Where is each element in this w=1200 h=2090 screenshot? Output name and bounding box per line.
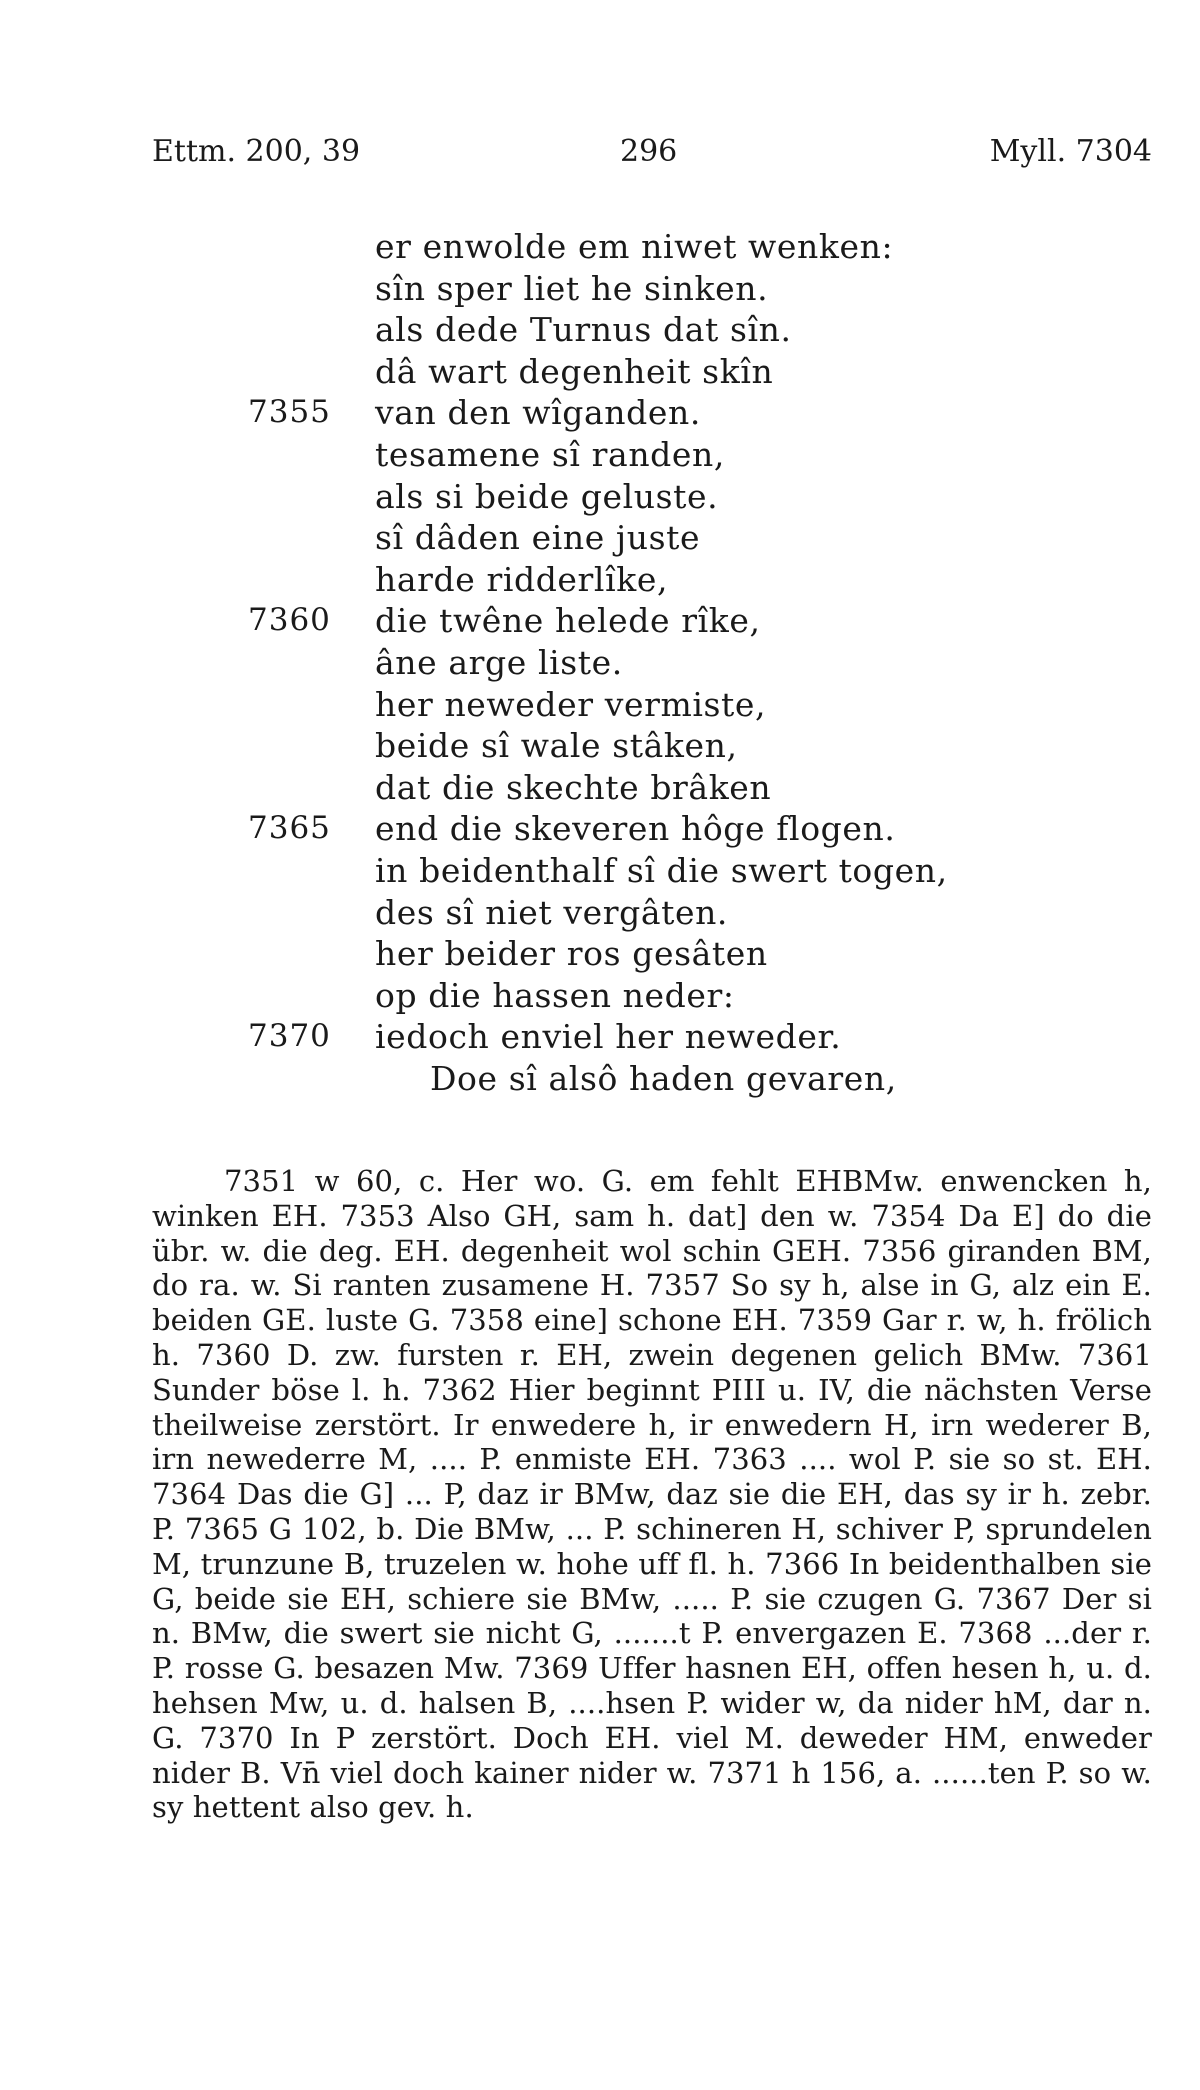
verse-line <box>0 559 1200 601</box>
verse-line-text: als dede Turnus dat sîn. <box>375 310 792 350</box>
verse-text <box>0 226 1200 1099</box>
verse-line-text: in beidenthalf sî die swert togen, <box>375 850 948 890</box>
verse-line <box>0 808 1200 850</box>
verse-line <box>0 975 1200 1017</box>
verse-line-number: 7360 <box>248 602 331 639</box>
verse-line-text: Doe sî alsô haden gevaren, <box>430 1058 897 1098</box>
verse-line <box>0 434 1200 476</box>
verse-line-text: des sî niet vergâten. <box>375 892 729 932</box>
verse-line <box>0 892 1200 934</box>
critical-apparatus <box>152 1164 1152 1825</box>
verse-line <box>0 850 1200 892</box>
verse-line <box>0 476 1200 518</box>
verse-line <box>0 725 1200 767</box>
verse-line-text: end die skeveren hôge flogen. <box>375 809 896 849</box>
verse-line-text: her neweder vermiste, <box>375 684 767 724</box>
header-edition-reference: Myll. 7304 <box>989 134 1152 169</box>
apparatus-notes: 7351 w 60, c. Her wo. G. em fehlt EHBMw. enwencken h, winken EH. 7353 Also GH, sam h. dat] den w. 7354 Da E] do die übr. w. die deg. EH. degenheit wol schin GEH. 7356 giranden BM, do ra. w. Si ranten zusamene H. 7357 So sy h, alse in G, alz ein E. beiden GE. luste G. 7358 eine] schone EH. 7359 Gar r. w, h. frölich h. 7360 D. zw. fursten r. EH, zwein degenen gelich BMw. 7361 Sunder böse l. h. 7362 Hier beginnt PIII u. IV, die nächsten Verse theilweise zerstört. Ir enwedere h, ir enwedern H, irn wederer B, irn newederre M, .... P. enmiste EH. 7363 .... wol P. sie so st. EH. 7364 Das die G] ... P, daz ir BMw, daz sie die EH, das sy ir h. zebr. P. 7365 G 102, b. Die BMw, ... P. schineren H, schiver P, sprundelen M, trunzune B, truzelen w. hohe uff fl. h. 7366 In beidenthalben sie G, beide sie EH, schiere sie BMw, ..... P. sie czugen G. 7367 Der si n. BMw, die swert sie nicht G, .......t P. envergazen E. 7368 ...der r. P. rosse G. besazen Mw. 7369 Uffer hasnen EH, offen hesen h, u. d. hehsen Mw, u. d. halsen B, ....hsen P. wider w, da nider hM, dar n. G. 7370 In P zerstört. Doch EH. viel M. deweder HM, enweder nider B. Vn̄ viel doch kainer nider w. 7371 h 156, a. ......ten P. so w. sy hettent also gev. h. <box>152 1164 1152 1825</box>
verse-line-text: beide sî wale stâken, <box>375 726 738 766</box>
verse-line <box>0 392 1200 434</box>
verse-line-text: âne arge liste. <box>375 642 623 682</box>
verse-line-text: her beider ros gesâten <box>375 934 768 974</box>
verse-line-text: iedoch enviel her neweder. <box>375 1017 842 1057</box>
verse-line <box>0 600 1200 642</box>
verse-line-text: dat die skechte brâken <box>375 767 772 807</box>
verse-line-text: er enwolde em niwet wenken: <box>375 227 894 266</box>
verse-line <box>0 517 1200 559</box>
verse-line-number: 7355 <box>248 394 331 431</box>
verse-line <box>0 226 1200 268</box>
verse-line <box>0 1016 1200 1058</box>
verse-line-text: op die hassen neder: <box>375 975 735 1015</box>
header-source-reference: Ettm. 200, 39 <box>152 134 361 169</box>
verse-line-text: als si beide geluste. <box>375 476 719 516</box>
verse-line-text: dâ wart degenheit skîn <box>375 351 774 391</box>
verse-line <box>0 767 1200 809</box>
verse-line-number: 7365 <box>248 810 331 847</box>
verse-line <box>0 309 1200 351</box>
verse-line-text: tesamene sî randen, <box>375 434 725 474</box>
verse-line-text: sîn sper liet he sinken. <box>375 268 769 308</box>
verse-line <box>0 351 1200 393</box>
verse-line <box>0 642 1200 684</box>
page-header <box>152 134 1152 178</box>
verse-line-text: sî dâden eine juste <box>375 518 701 558</box>
page-number: 296 <box>620 134 678 169</box>
verse-line-text: die twêne helede rîke, <box>375 601 761 641</box>
verse-line <box>0 684 1200 726</box>
verse-line <box>0 933 1200 975</box>
verse-line-number: 7370 <box>248 1018 331 1055</box>
verse-line-text: harde ridderlîke, <box>375 559 669 599</box>
verse-line <box>0 268 1200 310</box>
verse-line <box>0 1058 1200 1100</box>
verse-line-text: van den wîganden. <box>375 393 701 433</box>
